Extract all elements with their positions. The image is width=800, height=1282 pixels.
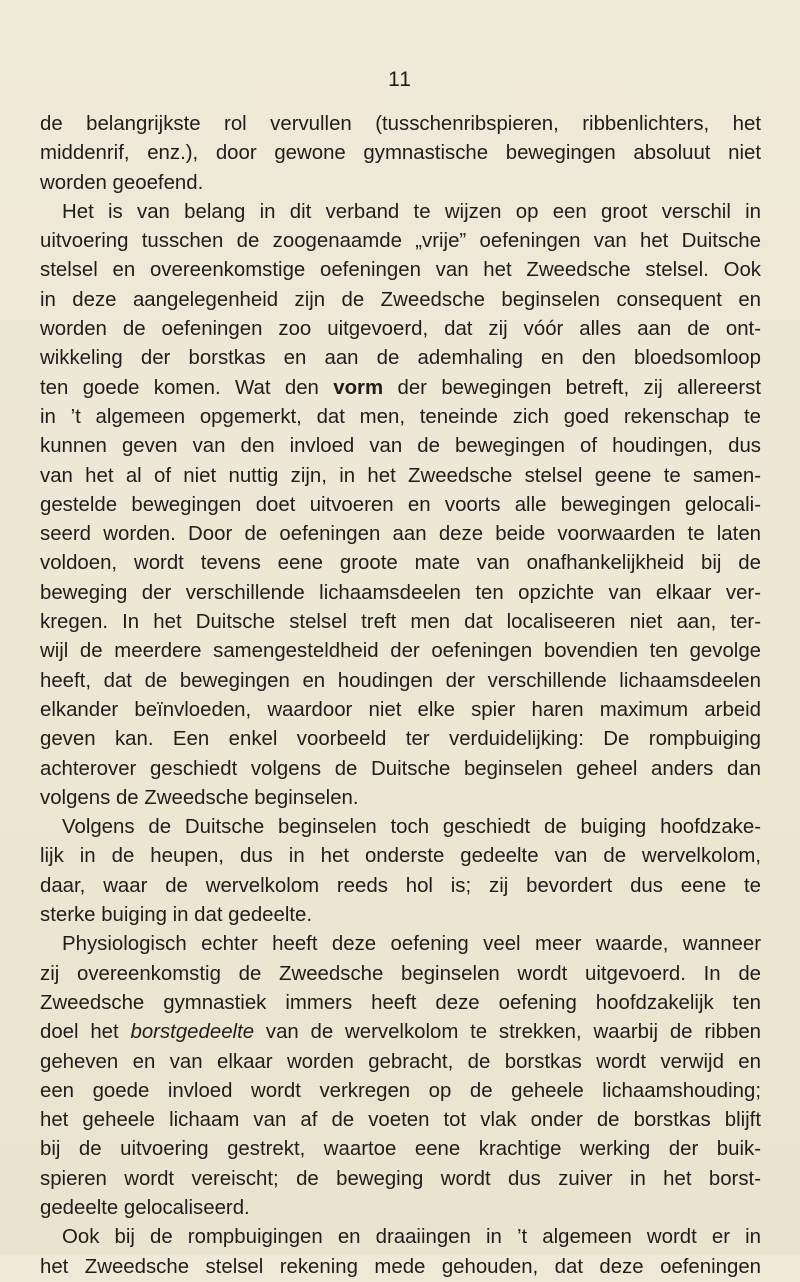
text-line: uitvoering tusschen de zoogenaamde „vrije” oefeningen van het Duitsche — [40, 230, 761, 253]
text-line: zij overeenkomstig de Zweedsche beginselen wordt uitgevoerd. In de — [40, 962, 761, 985]
text-line: worden de oefeningen zoo uitgevoerd, dat zij vóór alles aan de ont- — [40, 318, 761, 341]
text-line: kregen. In het Duitsche stelsel treft men dat localiseeren niet aan, ter- — [40, 611, 761, 634]
text-line: sterke buiging in dat gedeelte. — [40, 904, 313, 927]
text-line: spieren wordt vereischt; de beweging wordt dus zuiver in het borst- — [40, 1167, 761, 1190]
text-line: seerd worden. Door de oefeningen aan deze beide voorwaarden te laten — [40, 523, 761, 546]
text-line: geheven en van elkaar worden gebracht, de borstkas wordt verwijd en — [40, 1050, 761, 1073]
text-line: wijl de meerdere samengesteldheid der oefeningen bovendien ten gevolge — [40, 640, 761, 663]
text-line: heeft, dat de bewegingen en houdingen der verschillende lichaamsdeelen — [40, 669, 761, 692]
text-line: gestelde bewegingen doet uitvoeren en voorts alle bewegingen gelocali- — [40, 493, 761, 516]
text-line: Het is van belang in dit verband te wijzen op een groot verschil in — [62, 200, 761, 223]
text-line: ten goede komen. Wat den vorm der bewegingen betreft, zij allereerst — [40, 376, 761, 399]
text-line: de belangrijkste rol vervullen (tusschenribspieren, ribbenlichters, het — [40, 113, 761, 135]
text-line: geven kan. Een enkel voorbeeld ter verduidelijking: De rompbuiging — [40, 728, 761, 751]
text-line: achterover geschiedt volgens de Duitsche beginselen geheel anders dan — [40, 757, 761, 780]
text-line: het geheele lichaam van af de voeten tot vlak onder de borstkas blijft — [40, 1109, 761, 1132]
emphasized-word: borstgedeelte — [130, 1021, 255, 1044]
text-line: elkander beïnvloeden, waardoor niet elke spier haren maximum arbeid — [40, 698, 761, 721]
text-line: beweging der verschillende lichaamsdeelen ten opzichte van elkaar ver- — [40, 581, 761, 604]
text-line: Physiologisch echter heeft deze oefening veel meer waarde, wanneer — [62, 933, 761, 956]
page-number: 11 — [388, 68, 412, 91]
text-line: in ’t algemeen opgemerkt, dat men, teneinde zich goed rekenschap te — [40, 405, 761, 428]
text-line: stelsel en overeenkomstige oefeningen van het Zweedsche stelsel. Ook — [40, 259, 761, 282]
text-line: een goede invloed wordt verkregen op de geheele lichaamshouding; — [40, 1079, 761, 1102]
text-line: middenrif, enz.), door gewone gymnastische bewegingen absoluut niet — [40, 142, 761, 165]
text-line: lijk in de heupen, dus in het onderste gedeelte van de wervelkolom, — [40, 845, 761, 868]
text-line: gedeelte gelocaliseerd. — [40, 1196, 250, 1219]
text-line: kunnen geven van den invloed van de bewegingen of houdingen, dus — [40, 435, 761, 458]
text-line: wikkeling der borstkas en aan de ademhaling en den bloedsomloop — [40, 347, 761, 370]
text-line: Zweedsche gymnastiek immers heeft deze oefening hoofdzakelijk ten — [40, 991, 761, 1014]
text-line: bij de uitvoering gestrekt, waartoe eene krachtige werking der buik- — [40, 1138, 761, 1161]
text-line: doel het borstgedeelte van de wervelkolom te strekken, waarbij de ribben — [40, 1021, 761, 1044]
text-line: Volgens de Duitsche beginselen toch geschiedt de buiging hoofdzake- — [62, 816, 761, 839]
text-line: in deze aangelegenheid zijn de Zweedsche beginselen consequent en — [40, 288, 761, 311]
text-line: Ook bij de rompbuigingen en draaiingen in ’t algemeen wordt er in — [62, 1226, 761, 1249]
text-line: van het al of niet nuttig zijn, in het Zweedsche stelsel geene te samen- — [40, 464, 761, 487]
emphasized-word: vorm — [333, 376, 384, 399]
text-line: het Zweedsche stelsel rekening mede gehouden, dat deze oefeningen — [40, 1255, 761, 1278]
text-line: daar, waar de wervelkolom reeds hol is; zij bevordert dus eene te — [40, 874, 761, 897]
text-line: worden geoefend. — [40, 171, 204, 194]
body-text — [40, 110, 761, 1282]
text-line: volgens de Zweedsche beginselen. — [40, 786, 359, 809]
text-line: voldoen, wordt tevens eene groote mate van onafhankelijkheid bij de — [40, 552, 761, 575]
